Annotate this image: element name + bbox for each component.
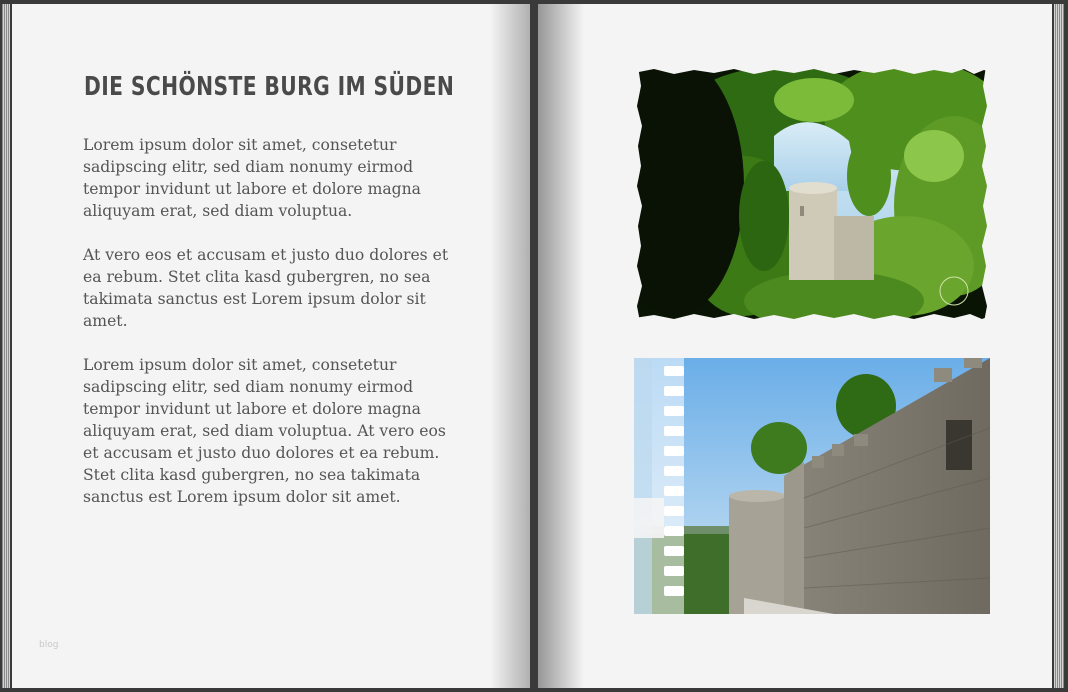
page-stack-edge-left <box>2 4 10 688</box>
paragraph-1: Lorem ipsum dolor sit amet, consetetur sadipscing elitr, sed diam nonumy eirmod tempor invidunt ut labore et dolore magna aliquyam erat, sed diam voluptua. <box>83 136 421 220</box>
gutter-shadow-right <box>538 4 584 688</box>
page-stack-edge-right <box>1054 4 1064 688</box>
left-page <box>12 4 530 688</box>
castle-wall-photo <box>634 358 990 614</box>
paragraph-3: Lorem ipsum dolor sit amet, consetetur sadipscing elitr, sed diam nonumy eirmod tempor invidunt ut labore et dolore magna aliquyam erat, sed diam voluptua. At vero eos et accusam et justo duo dolores et ea rebum. Stet clita kasd gubergren, no sea takimata sanctus est Lorem ipsum dolor sit amet. <box>83 356 446 506</box>
paragraph-2: At vero eos et accusam et justo duo dolores et ea rebum. Stet clita kasd gubergren, no sea takimata sanctus est Lorem ipsum dolor sit amet. <box>83 246 449 330</box>
watermark: blog <box>39 640 59 650</box>
castle-tower-through-trees-photo <box>634 66 990 322</box>
page-title: DIE SCHÖNSTE BURG IM SÜDEN <box>84 72 455 102</box>
gutter-shadow-left <box>490 4 530 688</box>
castle-tower-illustration <box>634 66 990 322</box>
castle-wall-illustration <box>634 358 990 614</box>
body-text <box>83 134 453 530</box>
right-page <box>538 4 1052 688</box>
